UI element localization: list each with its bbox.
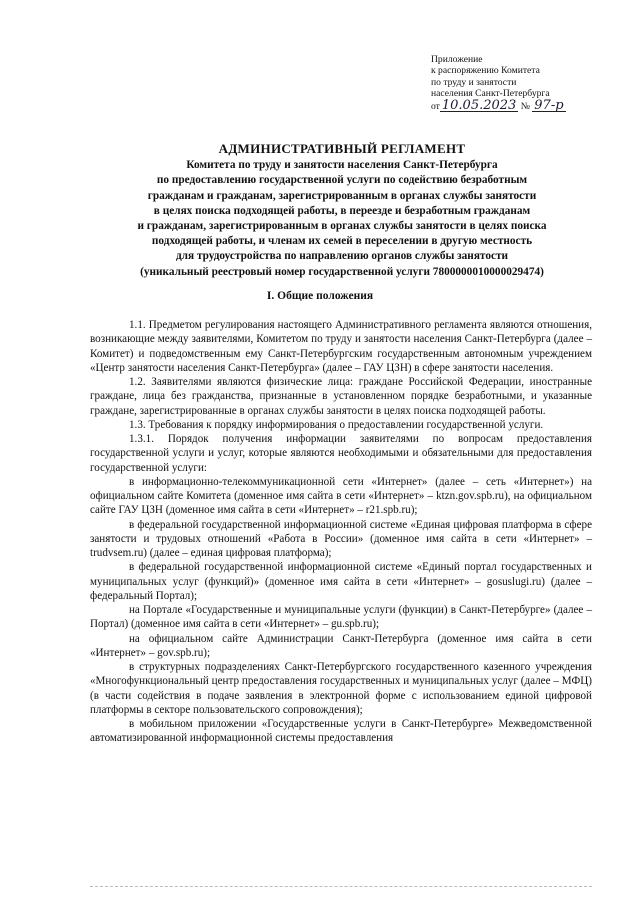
approval-date-row [431,100,606,112]
handwritten-number: 97-р [534,98,564,114]
section-heading: I. Общие положения [266,290,374,302]
title-line: гражданам и гражданам, зарегистрированным в органах службы занятости [147,189,537,202]
paragraph-item: на официальном сайте Администрации Санкт-Петербурга (доменное имя сайта в сети «Интернет» – gov.spb.ru); [90,632,592,659]
approval-block [431,54,606,112]
document-body [90,318,592,746]
title-line: по предоставлению государственной услуги по содействию безработным [156,174,528,187]
bottom-dashed-rule [90,886,592,887]
paragraph-item: в федеральной государственной информационной системе «Единый портал государственных и муниципальных услуг (функций)» (доменное имя сайта в сети «Интернет» – gosuslugi.ru) (далее – федеральный Портал); [90,561,592,602]
paragraph-item: в мобильном приложении «Государственные услуги в Санкт-Петербурге» Межведомственной автоматизированной информационной системы предоставления [90,718,592,745]
title-line: Комитета по труду и занятости населения Санкт-Петербурга [186,159,498,172]
approval-line-city: населения Санкт-Петербурга [431,87,550,99]
paragraph-1-3-1: 1.3.1. Порядок получения информации заявителями по вопросам предоставления государственной услуги и услуг, которые являются необходимыми и обязательными для предоставления государственной услуги: [90,433,592,474]
approval-line-appendix: Приложение [431,54,483,65]
paragraph-item: в структурных подразделениях Санкт-Петербургского государственного казенного учреждения «Многофункциональный центр предоставления государственных и муниципальных услуг (далее – МФЦ) (в части содействия в подаче заявления в электронной форме с использованием единой цифровой платформы в секторе пользовательского сопровождения); [90,661,592,716]
approval-line-committee: по труду и занятости [431,76,517,88]
title-line: в целях поиска подходящей работы, в переезде и безработным гражданам [153,204,531,217]
approval-line-order: к распоряжению Комитета [431,65,540,77]
document-title [92,141,592,280]
date-prefix: от [431,101,440,113]
paragraph-item: в федеральной государственной информационной системе «Единая цифровая платформа в сфере занятости и трудовых отношений «Работа в России» (доменное имя сайта в сети «Интернет» – trudvsem.ru) (далее – единая цифровая платформа); [90,518,592,559]
title-line: для трудоустройства по направлению органов службы занятости [175,250,509,263]
paragraph-item: в информационно-телекоммуникационной сети «Интернет» (далее – сеть «Интернет») на официальном сайте Комитета (доменное имя сайта в сети «Интернет» – ktzn.gov.spb.ru), на официальном сайте ГАУ ЦЗН (доменное имя сайта в сети «Интернет» – r21.spb.ru); [90,475,592,517]
paragraph-1-2: 1.2. Заявителями являются физические лица: граждане Российской Федерации, иностранные граждане, лица без гражданства, признанные в установленном порядке безработными, и указанные граждане, зарегистрированные в органах службы занятости в целях поиска подходящей работы. [90,376,592,417]
title-line: подходящей работы, и членам их семей в переселении в другую местность [151,235,533,248]
title-line: (уникальный реестровый номер государственной услуги 7800000010000029474) [140,265,544,278]
number-sign: № [520,101,530,113]
paragraph-1-1: 1.1. Предметом регулирования настоящего Административного регламента являются отношения, возникающие между заявителями, Комитетом по труду и занятости населения Санкт-Петербурга (далее – Комитет) и подведомственным ему Санкт-Петербургским государственным автономным учреждением «Центр занятости населения Санкт-Петербурга» (далее – ГАУ ЦЗН) в сфере занятости населения. [90,319,592,374]
title-main: АДМИНИСТРАТИВНЫЙ РЕГЛАМЕНТ [218,141,466,156]
paragraph-item: на Портале «Государственные и муниципальные услуги (функции) в Санкт-Петербурге» (далее – Портал) (доменное имя сайта в сети «Интернет» – gu.spb.ru); [90,604,592,631]
handwritten-date: 10.05.2023 [441,98,517,114]
paragraph-1-3: 1.3. Требования к порядку информирования о предоставлении государственной услуги. [129,418,544,431]
title-line: и гражданам, зарегистрированным в органах службы занятости в целях поиска [137,220,547,233]
